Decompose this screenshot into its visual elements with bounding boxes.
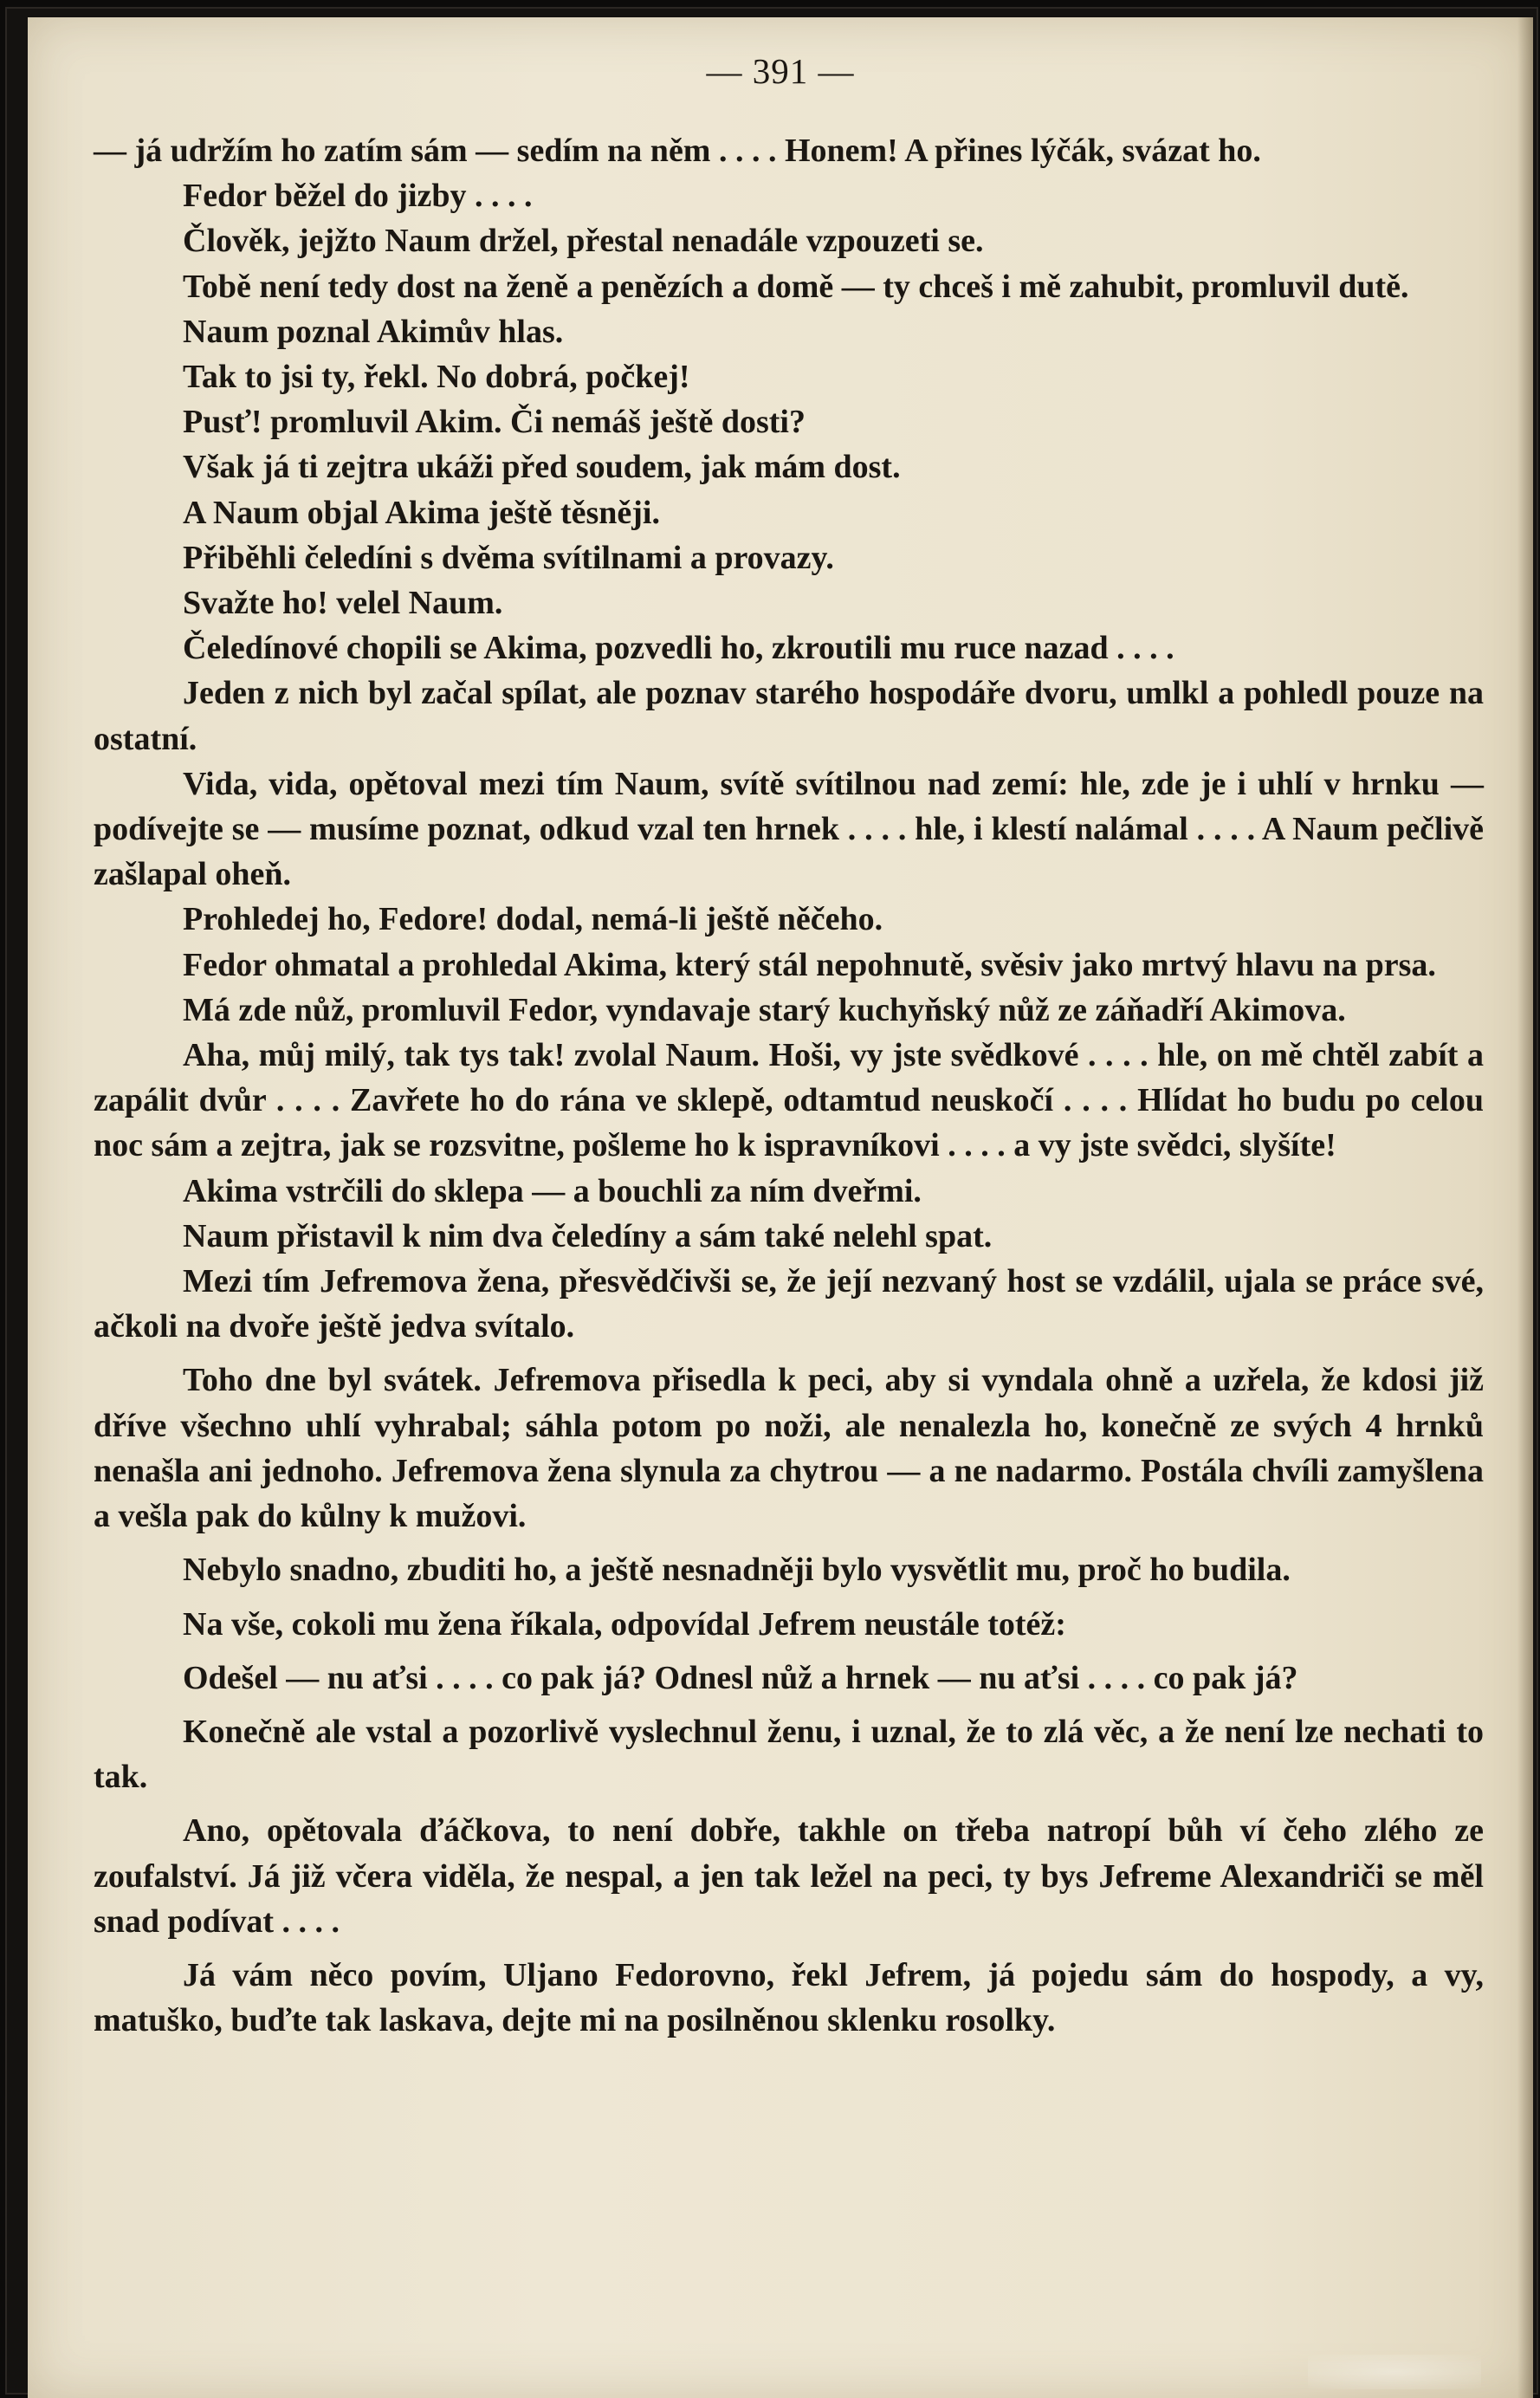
paragraph: Čeledínové chopili se Akima, pozvedli ho, zkroutili mu ruce nazad . . . . [183, 630, 1174, 667]
body-text [94, 128, 1484, 2043]
paragraph: Prohledej ho, Fedore! dodal, nemá-li ještě něčeho. [183, 901, 883, 938]
paragraph: Svažte ho! velel Naum. [183, 585, 503, 622]
page-number: — 391 — [706, 51, 855, 91]
paper-stain [1308, 2355, 1481, 2389]
paragraph: Aha, můj milý, tak tys tak! zvolal Naum. Hoši, vy jste svědkové . . . . hle, on mě chtěl zabít a zapálit dvůr . . . . Zavřete ho do rána ve sklepě, odtamtud neuskočí . . . . Hlídat ho budu po celou noc sám a zejtra, jak se rozsvitne, pošleme ho k ispravníkovi . . . . a vy jste svědci, slyšíte! [94, 1037, 1484, 1164]
paragraph: Já vám něco povím, Uljano Fedorovno, řekl Jefrem, já pojedu sám do hospody, a vy, matuško, buďte tak laskava, dejte mi na posilněnou sklenku rosolky. [94, 1956, 1484, 2039]
paragraph: A Naum objal Akima ještě těsněji. [183, 494, 660, 531]
paragraph: Přiběhli čeledíni s dvěma svítilnami a provazy. [183, 539, 834, 576]
paragraph: Konečně ale vstal a pozorlivě vyslechnul ženu, i uznal, že to zlá věc, a že není lze nechati to tak. [94, 1713, 1484, 1796]
paragraph: Pusť! promluvil Akim. Či nemáš ještě dosti? [183, 404, 806, 441]
paragraph: Fedor běžel do jizby . . . . [183, 178, 533, 215]
paragraph: Naum přistavil k nim dva čeledíny a sám také nelehl spat. [183, 1217, 993, 1254]
paragraph: Na vše, cokoli mu žena říkala, odpovídal Jefrem neustále totéž: [183, 1605, 1066, 1643]
paragraph: Ano, opětovala ďáčkova, to není dobře, takhle on třeba natropí bůh ví čeho zlého ze zoufalství. Já již včera viděla, že nespal, a jen tak ležel na peci, ty bys Jefreme Alexandriči se měl snad podívat . . . . [94, 1812, 1484, 1940]
scan-frame [5, 7, 1538, 2395]
paragraph: Mezi tím Jefremova žena, přesvědčivši se, že její nezvaný host se vzdálil, ujala se práce své, ačkoli na dvoře ještě jedva svítalo. [94, 1263, 1484, 1345]
paragraph: Nebylo snadno, zbuditi ho, a ještě nesnadněji bylo vysvětlit mu, proč ho budila. [183, 1552, 1291, 1589]
paragraph: Člověk, jejžto Naum držel, přestal nenadále vzpouzeti se. [183, 223, 984, 260]
paragraph: Odešel — nu aťsi . . . . co pak já? Odnesl nůž a hrnek — nu aťsi . . . . co pak já? [183, 1659, 1298, 1696]
paragraph: Naum poznal Akimův hlas. [183, 313, 564, 350]
paragraph: Má zde nůž, promluvil Fedor, vyndavaje starý kuchyňský nůž ze záňadří Akimova. [183, 991, 1346, 1028]
paragraph: Tak to jsi ty, řekl. No dobrá, počkej! [183, 359, 690, 396]
paragraph: Tobě není tedy dost na ženě a penězích a domě — ty chceš i mě zahubit, promluvil dutě. [183, 268, 1409, 305]
paragraph: Akima vstrčili do sklepa — a bouchli za ním dveřmi. [183, 1172, 922, 1209]
book-page [28, 17, 1533, 2398]
paragraph: Fedor ohmatal a prohledal Akima, který stál nepohnutě, svěsiv jako mrtvý hlavu na prsa. [183, 946, 1436, 983]
paragraph: — já udržím ho zatím sám — sedím na něm . . . . Honem! A přines lýčák, svázat ho. [94, 133, 1261, 169]
paragraph: Jeden z nich byl začal spílat, ale poznav starého hospodáře dvoru, umlkl a pohledl pouze na ostatní. [94, 675, 1484, 757]
paragraph: Však já ti zejtra ukáži před soudem, jak mám dost. [183, 449, 901, 486]
paragraph: Toho dne byl svátek. Jefremova přisedla k peci, aby si vyndala ohně a uzřela, že kdosi již dříve všechno uhlí vyhrabal; sáhla potom po noži, ale nenalezla ho, konečně ze svých 4 hrnků nenašla ani jednoho. Jefremova žena slynula za chytrou — a ne nadarmo. Postála chvíli zamyšlena a vešla pak do kůlny k mužovi. [94, 1362, 1484, 1535]
paragraph: Vida, vida, opětoval mezi tím Naum, svítě svítilnou nad zemí: hle, zde je i uhlí v hrnku — podívejte se — musíme poznat, odkud vzal ten hrnek . . . . hle, i klestí nalámal . . . . A Naum pečlivě zašlapal oheň. [94, 765, 1484, 893]
